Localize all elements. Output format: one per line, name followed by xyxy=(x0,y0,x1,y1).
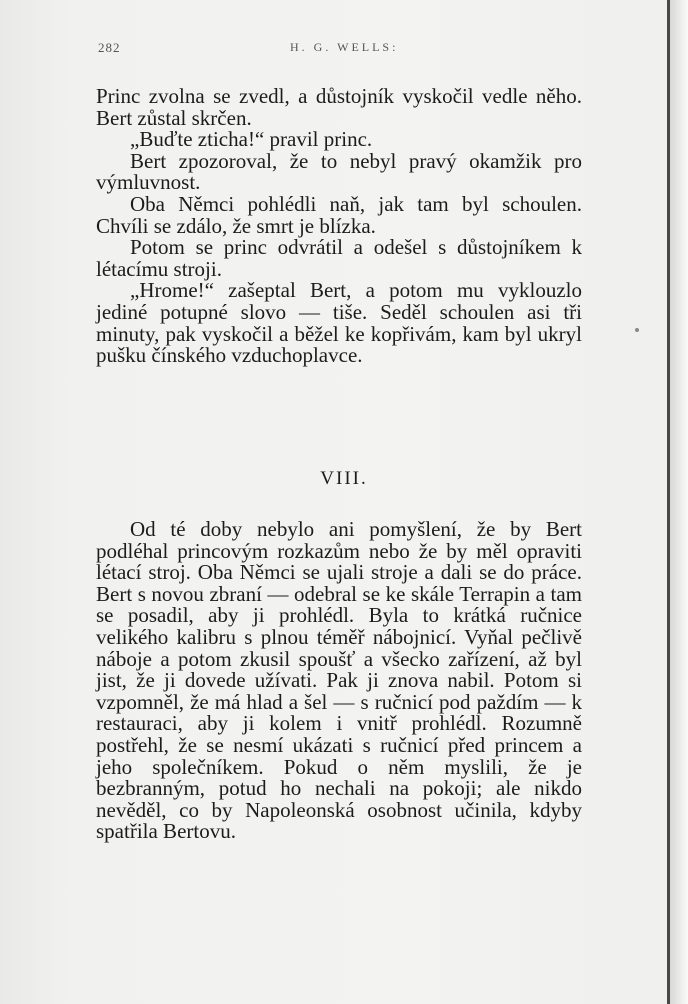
page-header xyxy=(0,40,688,60)
paragraph: Oba Němci pohlédli naň, jak tam byl schoulen. Chvíli se zdálo, že smrt je blízka. xyxy=(96,191,582,238)
paragraph: Od té doby nebylo ani pomyšlení, že by Bert podléhal princovým rozkazům nebo že by měl opraviti létací stroj. Oba Němci se ujali stroje a dali se do práce. Bert s novou zbraní — odebral se ke skále Terrapin a tam se posadil, aby ji prohlédl. Byla to krátká ručnice velikého kalibru s plnou téměř nábojnicí. Vyňal pečlivě náboje a potom zkusil spoušť a všecko zařízení, až byl jist, že ji dovede užívati. Pak ji znova nabil. Potom si vzpomněl, že má hlad a šel — s ručnicí pod paždím — k restauraci, aby ji kolem i vnitř prohlédl. Rozumně postřehl, že se nesmí ukázati s ručnicí před princem a jeho společníkem. Pokud o něm myslili, že je bezbranným, potud ho nechali na pokoji; ale nikdo nevěděl, co by Napoleonská osobnost učinila, kdyby spatřila Bertovu. xyxy=(96,517,582,844)
page-binding-shadow xyxy=(670,0,688,1004)
page-number: 282 xyxy=(98,40,121,55)
paragraph: Princ zvolna se zvedl, a důstojník vyskočil vedle něho. Bert zůstal skrčen. xyxy=(96,84,582,130)
section-2-text xyxy=(96,519,582,843)
paragraph: Potom se princ odvrátil a odešel s důstojníkem k létacímu stroji. xyxy=(96,235,582,281)
section-1-text xyxy=(96,86,582,367)
running-head: H. G. WELLS: xyxy=(290,40,399,54)
paragraph: „Buďte zticha!“ pravil princ. xyxy=(130,127,373,152)
paper-speck xyxy=(635,328,639,332)
page-binding-edge xyxy=(667,0,670,1004)
paragraph: Bert zpozoroval, že to nebyl pravý okamžik pro výmluvnost. xyxy=(96,148,582,195)
chapter-heading: VIII. xyxy=(320,468,368,489)
paragraph: „Hrome!“ zašeptal Bert, a potom mu vyklouzlo jediné potupné slovo — tiše. Seděl schoulen asi tři minuty, pak vyskočil a běžel ke kopřivám, kam byl ukryl pušku čínského vzduchoplavce. xyxy=(96,278,582,368)
